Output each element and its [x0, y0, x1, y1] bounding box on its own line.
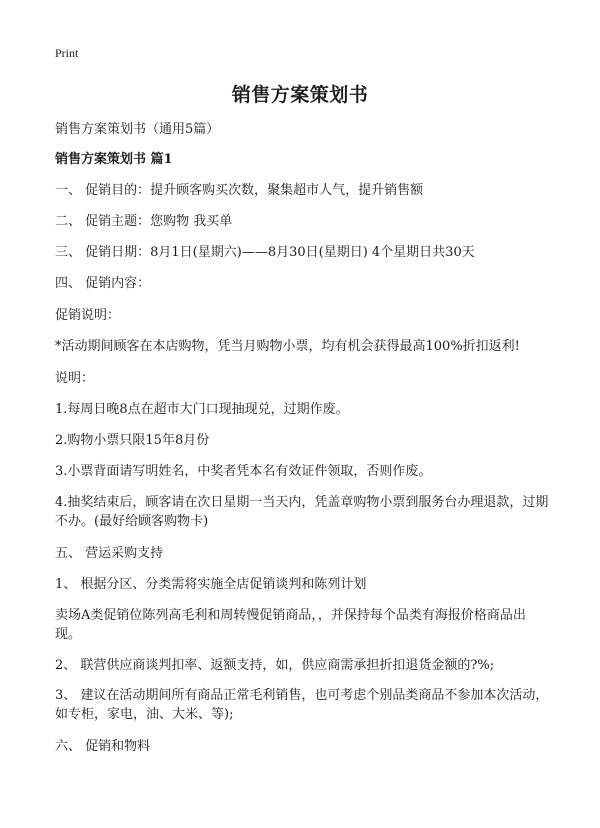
paragraph-note-3: 3.小票背面请写明姓名，中奖者凭本名有效证件领取，否则作废。: [55, 464, 432, 479]
paragraph-promo-theme: 二、 促销主题：您购物 我买单: [55, 214, 233, 229]
paragraph-operations-2: 2、 联营供应商谈判扣率、返额支持，如，供应商需承担折扣退货金额的?%;: [55, 658, 495, 673]
paragraph-promo-purpose: 一、 促销目的：提升顾客购买次数，聚集超市人气，提升销售额: [55, 183, 424, 198]
section-heading: 销售方案策划书 篇1: [55, 152, 173, 167]
paragraph-promo-content: 四、 促销内容：: [55, 276, 151, 291]
print-label: Print: [55, 46, 79, 60]
paragraph-operations-support: 五、 营运采购支持: [55, 546, 164, 561]
paragraph-promo-materials: 六、 促销和物料: [55, 739, 151, 754]
paragraph-promo-notes-heading: 促销说明：: [55, 308, 121, 323]
paragraph-operations-display: 卖场A类促销位陈列高毛利和周转慢促销商品，，并保持每个品类有海报价格商品出现。: [55, 608, 526, 642]
paragraph-promo-dates: 三、 促销日期：8月1日(星期六)——8月30日(星期日) 4个星期日共30天: [55, 245, 475, 260]
document-title: 销售方案策划书: [231, 84, 369, 106]
paragraph-operations-3: 3、 建议在活动期间所有商品正常毛利销售，也可考虑个别品类商品不参加本次活动，如专柜，家电，油、大米、等);: [55, 688, 549, 722]
paragraph-notes-heading: 说明：: [55, 371, 95, 386]
paragraph-promo-rebate: *活动期间顾客在本店购物，凭当月购物小票，均有机会获得最高100%折扣返利!: [55, 339, 520, 354]
paragraph-operations-1: 1、 根据分区、分类需将实施全店促销谈判和陈列计划: [55, 577, 367, 592]
paragraph-note-2: 2.购物小票只限15年8月份: [55, 433, 210, 448]
paragraph-note-1: 1.每周日晚8点在超市大门口现抽现兑，过期作废。: [55, 402, 349, 417]
paragraph-note-4: 4.抽奖结束后，顾客请在次日星期一当天内，凭盖章购物小票到服务台办理退款，过期不办。(最好给顾客购物卡): [55, 495, 549, 529]
document-subtitle: 销售方案策划书（通用5篇）: [55, 122, 220, 137]
